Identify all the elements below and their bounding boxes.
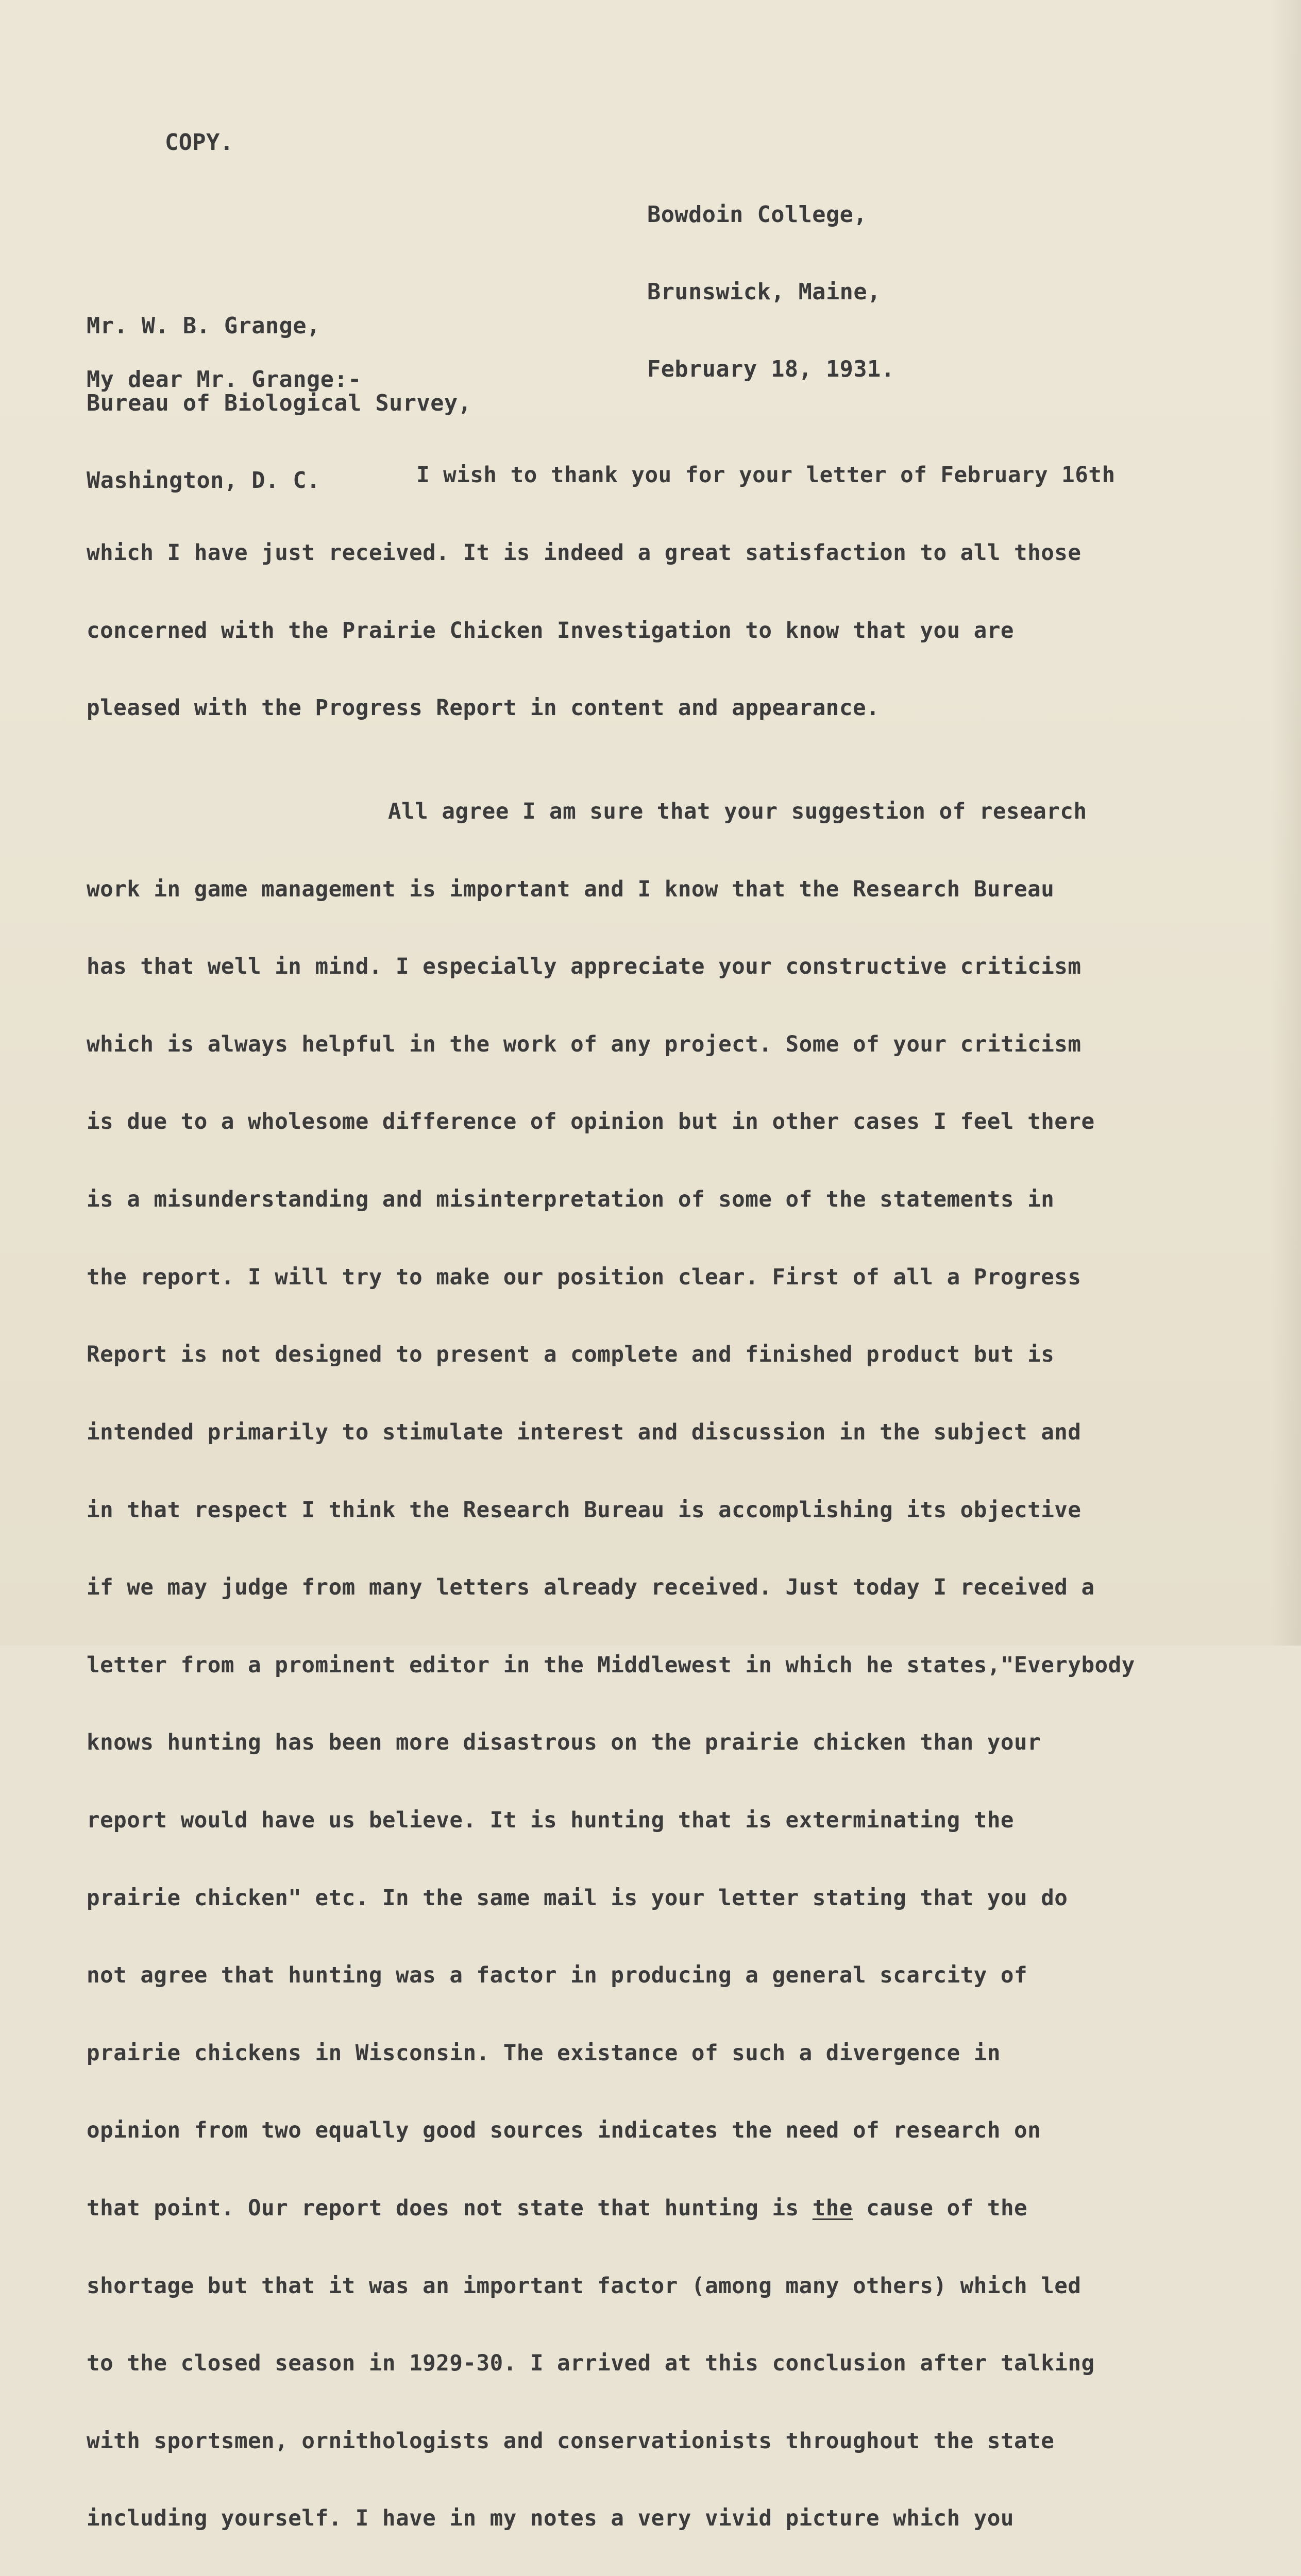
page-edge-shadow xyxy=(1270,0,1301,1646)
body-line: is a misunderstanding and misinterpretation of some of the statements in xyxy=(87,1187,1055,1213)
body-line: including yourself. I have in my notes a very vivid picture which you xyxy=(87,2506,1015,2532)
body-line: report would have us believe. It is hunting that is exterminating the xyxy=(87,1807,1015,1833)
recipient-org: Bureau of Biological Survey, xyxy=(87,391,472,416)
copy-label: COPY. xyxy=(165,130,234,156)
body-line: has that well in mind. I especially appreciate your constructive criticism xyxy=(87,954,1082,980)
sender-line-1: Bowdoin College, xyxy=(647,202,868,228)
body-line: All agree I am sure that your suggestion of research xyxy=(388,799,1087,825)
body-line: Report is not designed to present a complete and finished product but is xyxy=(87,1342,1055,1368)
letter-date: February 18, 1931. xyxy=(647,357,895,382)
body-line: concerned with the Prairie Chicken Investigation to know that you are xyxy=(87,618,1015,643)
body-line: intended primarily to stimulate interest and discussion in the subject and xyxy=(87,1419,1082,1445)
body-line: prairie chicken" etc. In the same mail is your letter stating that you do xyxy=(87,1885,1068,1911)
body-line: which is always helpful in the work of any project. Some of your criticism xyxy=(87,1031,1082,1057)
body-line: knows hunting has been more disastrous on the prairie chicken than your xyxy=(87,1730,1041,1756)
body-line: I wish to thank you for your letter of February 16th xyxy=(416,463,1116,488)
body-line: that point. Our report does not state that hunting is the cause of the xyxy=(87,2196,1028,2222)
body-line: if we may judge from many letters already received. Just today I received a xyxy=(87,1575,1095,1601)
recipient-name: Mr. W. B. Grange, xyxy=(87,313,320,339)
sender-line-2: Brunswick, Maine, xyxy=(647,279,881,305)
body-line: to the closed season in 1929-30. I arrived at this conclusion after talking xyxy=(87,2351,1095,2377)
recipient-city: Washington, D. C. xyxy=(87,468,320,494)
body-line: prairie chickens in Wisconsin. The existance of such a divergence in xyxy=(87,2040,1001,2066)
body-line: letter from a prominent editor in the Middlewest in which he states,"Everybody xyxy=(87,1652,1135,1678)
underlined-word: the xyxy=(812,2196,853,2222)
body-line: pleased with the Progress Report in content and appearance. xyxy=(87,696,880,721)
body-line: is due to a wholesome difference of opinion but in other cases I feel there xyxy=(87,1109,1095,1135)
body-line: shortage but that it was an important factor (among many others) which led xyxy=(87,2273,1082,2299)
body-line: which I have just received. It is indeed a great satisfaction to all those xyxy=(87,540,1082,566)
body-line: with sportsmen, ornithologists and conservationists throughout the state xyxy=(87,2428,1055,2454)
body-line: not agree that hunting was a factor in producing a general scarcity of xyxy=(87,1963,1028,1989)
body-line: work in game management is important and I know that the Research Bureau xyxy=(87,876,1055,902)
letter-body xyxy=(87,411,1181,2576)
body-line: in that respect I think the Research Bureau is accomplishing its objective xyxy=(87,1497,1082,1523)
sender-heading xyxy=(647,150,894,434)
body-line: the report. I will try to make our position clear. First of all a Progress xyxy=(87,1264,1082,1290)
body-line: opinion from two equally good sources indicates the need of research on xyxy=(87,2118,1041,2144)
salutation: My dear Mr. Grange:- xyxy=(87,367,362,393)
